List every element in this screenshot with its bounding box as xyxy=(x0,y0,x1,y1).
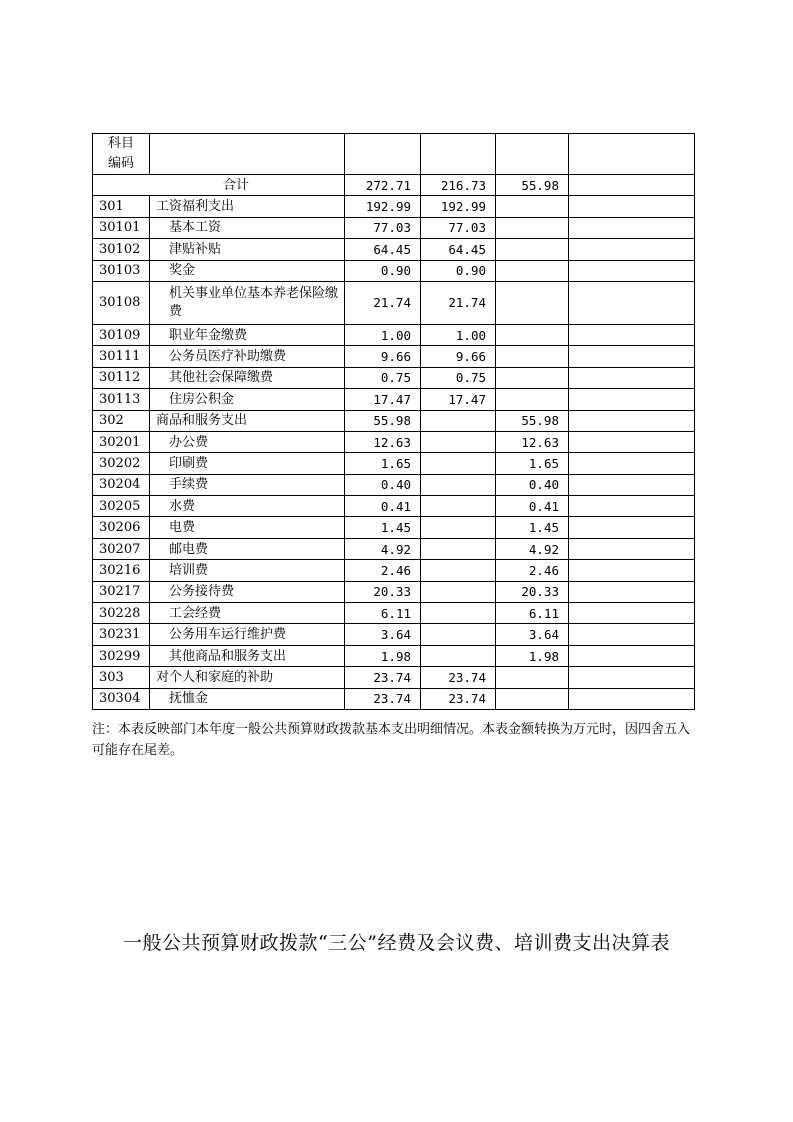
table-row xyxy=(93,260,695,281)
row-name: 邮电费 xyxy=(150,538,345,559)
row-public: 1.98 xyxy=(496,645,569,666)
row-name: 培训费 xyxy=(150,560,345,581)
row-total: 4.92 xyxy=(345,538,421,559)
row-public: 4.92 xyxy=(496,538,569,559)
row-code: 30216 xyxy=(93,560,150,581)
row-extra xyxy=(569,688,695,709)
row-name: 职业年金缴费 xyxy=(150,324,345,345)
row-personnel xyxy=(421,645,496,666)
total-public: 55.98 xyxy=(496,175,569,196)
header-personnel-cell xyxy=(421,134,496,175)
row-total: 9.66 xyxy=(345,346,421,367)
row-total: 0.40 xyxy=(345,474,421,495)
row-name: 公务员医疗补助缴费 xyxy=(150,346,345,367)
row-personnel xyxy=(421,431,496,452)
row-extra xyxy=(569,324,695,345)
table-row xyxy=(93,581,695,602)
row-code: 30204 xyxy=(93,474,150,495)
row-personnel xyxy=(421,624,496,645)
row-public xyxy=(496,196,569,217)
table-row xyxy=(93,431,695,452)
table-row xyxy=(93,217,695,238)
row-extra xyxy=(569,239,695,260)
row-name: 住房公积金 xyxy=(150,389,345,410)
table-row xyxy=(93,560,695,581)
row-name: 对个人和家庭的补助 xyxy=(150,667,345,688)
row-code: 30228 xyxy=(93,603,150,624)
row-public: 0.41 xyxy=(496,496,569,517)
row-personnel: 64.45 xyxy=(421,239,496,260)
table-note: 注：本表反映部门本年度一般公共预算财政拨款基本支出明细情况。本表金额转换为万元时，因四舍五入可能存在尾差。 xyxy=(92,722,691,758)
table-row xyxy=(93,474,695,495)
row-personnel xyxy=(421,517,496,538)
row-code: 302 xyxy=(93,410,150,431)
row-extra xyxy=(569,474,695,495)
row-extra xyxy=(569,581,695,602)
row-code: 30102 xyxy=(93,239,150,260)
row-personnel: 17.47 xyxy=(421,389,496,410)
row-code: 30217 xyxy=(93,581,150,602)
row-personnel: 9.66 xyxy=(421,346,496,367)
row-total: 1.45 xyxy=(345,517,421,538)
row-personnel xyxy=(421,560,496,581)
row-code: 30101 xyxy=(93,217,150,238)
row-code: 30206 xyxy=(93,517,150,538)
row-name: 水费 xyxy=(150,496,345,517)
header-total-cell xyxy=(345,134,421,175)
row-total: 3.64 xyxy=(345,624,421,645)
row-public xyxy=(496,667,569,688)
row-public: 1.45 xyxy=(496,517,569,538)
table-row xyxy=(93,667,695,688)
row-code: 30113 xyxy=(93,389,150,410)
row-code: 30207 xyxy=(93,538,150,559)
row-public xyxy=(496,217,569,238)
row-code: 30111 xyxy=(93,346,150,367)
row-public: 1.65 xyxy=(496,453,569,474)
header-name-cell xyxy=(150,134,345,175)
row-extra xyxy=(569,196,695,217)
table-row xyxy=(93,645,695,666)
row-total: 23.74 xyxy=(345,688,421,709)
row-total: 0.75 xyxy=(345,367,421,388)
table-row xyxy=(93,624,695,645)
total-extra xyxy=(569,175,695,196)
row-personnel: 23.74 xyxy=(421,688,496,709)
row-total: 12.63 xyxy=(345,431,421,452)
row-code: 30304 xyxy=(93,688,150,709)
total-personnel: 216.73 xyxy=(421,175,496,196)
row-public: 0.40 xyxy=(496,474,569,495)
row-code: 301 xyxy=(93,196,150,217)
table-row xyxy=(93,603,695,624)
row-personnel xyxy=(421,496,496,517)
row-name: 机关事业单位基本养老保险缴费 xyxy=(150,281,345,324)
row-total: 23.74 xyxy=(345,667,421,688)
row-public: 6.11 xyxy=(496,603,569,624)
row-total: 1.98 xyxy=(345,645,421,666)
row-total: 2.46 xyxy=(345,560,421,581)
row-name: 公务接待费 xyxy=(150,581,345,602)
row-total: 1.65 xyxy=(345,453,421,474)
row-extra xyxy=(569,645,695,666)
row-extra xyxy=(569,346,695,367)
row-total: 17.47 xyxy=(345,389,421,410)
row-personnel: 0.90 xyxy=(421,260,496,281)
row-total: 0.90 xyxy=(345,260,421,281)
subject-code-header-line2: 编码 xyxy=(107,156,134,171)
row-code: 30103 xyxy=(93,260,150,281)
row-total: 21.74 xyxy=(345,281,421,324)
table-row xyxy=(93,538,695,559)
row-code: 30108 xyxy=(93,281,150,324)
row-public xyxy=(496,389,569,410)
row-code: 30205 xyxy=(93,496,150,517)
table-row xyxy=(93,410,695,431)
row-extra xyxy=(569,431,695,452)
row-name: 津贴补贴 xyxy=(150,239,345,260)
row-personnel xyxy=(421,603,496,624)
row-name: 抚恤金 xyxy=(150,688,345,709)
total-label: 合计 xyxy=(93,175,345,196)
row-total: 64.45 xyxy=(345,239,421,260)
row-name: 工资福利支出 xyxy=(150,196,345,217)
row-public xyxy=(496,324,569,345)
row-extra xyxy=(569,410,695,431)
row-personnel xyxy=(421,410,496,431)
row-public xyxy=(496,239,569,260)
table-row xyxy=(93,281,695,324)
row-extra xyxy=(569,389,695,410)
row-code: 30231 xyxy=(93,624,150,645)
row-public xyxy=(496,367,569,388)
row-public: 3.64 xyxy=(496,624,569,645)
next-section-title: 一般公共预算财政拨款“三公”经费及会议费、培训费支出决算表 xyxy=(123,932,670,954)
row-personnel xyxy=(421,581,496,602)
subject-code-header xyxy=(93,134,150,175)
row-name: 奖金 xyxy=(150,260,345,281)
row-public: 55.98 xyxy=(496,410,569,431)
table-row xyxy=(93,239,695,260)
row-name: 其他商品和服务支出 xyxy=(150,645,345,666)
row-personnel: 1.00 xyxy=(421,324,496,345)
row-extra xyxy=(569,624,695,645)
row-personnel: 77.03 xyxy=(421,217,496,238)
row-total: 77.03 xyxy=(345,217,421,238)
row-code: 30109 xyxy=(93,324,150,345)
total-amount: 272.71 xyxy=(345,175,421,196)
row-name: 其他社会保障缴费 xyxy=(150,367,345,388)
row-total: 6.11 xyxy=(345,603,421,624)
row-extra xyxy=(569,517,695,538)
row-total: 55.98 xyxy=(345,410,421,431)
row-total: 0.41 xyxy=(345,496,421,517)
basic-expenditure-table xyxy=(92,133,695,710)
row-personnel xyxy=(421,474,496,495)
row-name: 电费 xyxy=(150,517,345,538)
row-extra xyxy=(569,260,695,281)
table-row xyxy=(93,496,695,517)
header-extra-cell xyxy=(569,134,695,175)
row-public xyxy=(496,346,569,367)
row-personnel: 192.99 xyxy=(421,196,496,217)
subject-code-header-line1: 科目 xyxy=(107,136,134,151)
row-code: 30299 xyxy=(93,645,150,666)
row-public: 2.46 xyxy=(496,560,569,581)
table-row xyxy=(93,346,695,367)
row-personnel xyxy=(421,453,496,474)
row-total: 192.99 xyxy=(345,196,421,217)
table-header-row xyxy=(93,134,695,175)
row-total: 20.33 xyxy=(345,581,421,602)
table-row xyxy=(93,453,695,474)
row-code: 30201 xyxy=(93,431,150,452)
table-row xyxy=(93,688,695,709)
row-extra xyxy=(569,453,695,474)
row-public: 12.63 xyxy=(496,431,569,452)
row-extra xyxy=(569,367,695,388)
row-extra xyxy=(569,667,695,688)
row-total: 1.00 xyxy=(345,324,421,345)
row-personnel: 23.74 xyxy=(421,667,496,688)
row-extra xyxy=(569,603,695,624)
table-row xyxy=(93,367,695,388)
row-code: 30202 xyxy=(93,453,150,474)
total-row xyxy=(93,175,695,196)
header-public-cell xyxy=(496,134,569,175)
row-public: 20.33 xyxy=(496,581,569,602)
row-personnel: 0.75 xyxy=(421,367,496,388)
row-public xyxy=(496,260,569,281)
table-row xyxy=(93,517,695,538)
row-extra xyxy=(569,217,695,238)
table-row xyxy=(93,196,695,217)
row-extra xyxy=(569,281,695,324)
table-row xyxy=(93,389,695,410)
row-extra xyxy=(569,538,695,559)
row-name: 商品和服务支出 xyxy=(150,410,345,431)
row-personnel xyxy=(421,538,496,559)
table-row xyxy=(93,324,695,345)
row-code: 30112 xyxy=(93,367,150,388)
row-personnel: 21.74 xyxy=(421,281,496,324)
row-extra xyxy=(569,496,695,517)
row-name: 工会经费 xyxy=(150,603,345,624)
row-name: 手续费 xyxy=(150,474,345,495)
row-public xyxy=(496,281,569,324)
row-code: 303 xyxy=(93,667,150,688)
row-name: 办公费 xyxy=(150,431,345,452)
row-name: 基本工资 xyxy=(150,217,345,238)
row-public xyxy=(496,688,569,709)
row-extra xyxy=(569,560,695,581)
row-name: 公务用车运行维护费 xyxy=(150,624,345,645)
row-name: 印刷费 xyxy=(150,453,345,474)
